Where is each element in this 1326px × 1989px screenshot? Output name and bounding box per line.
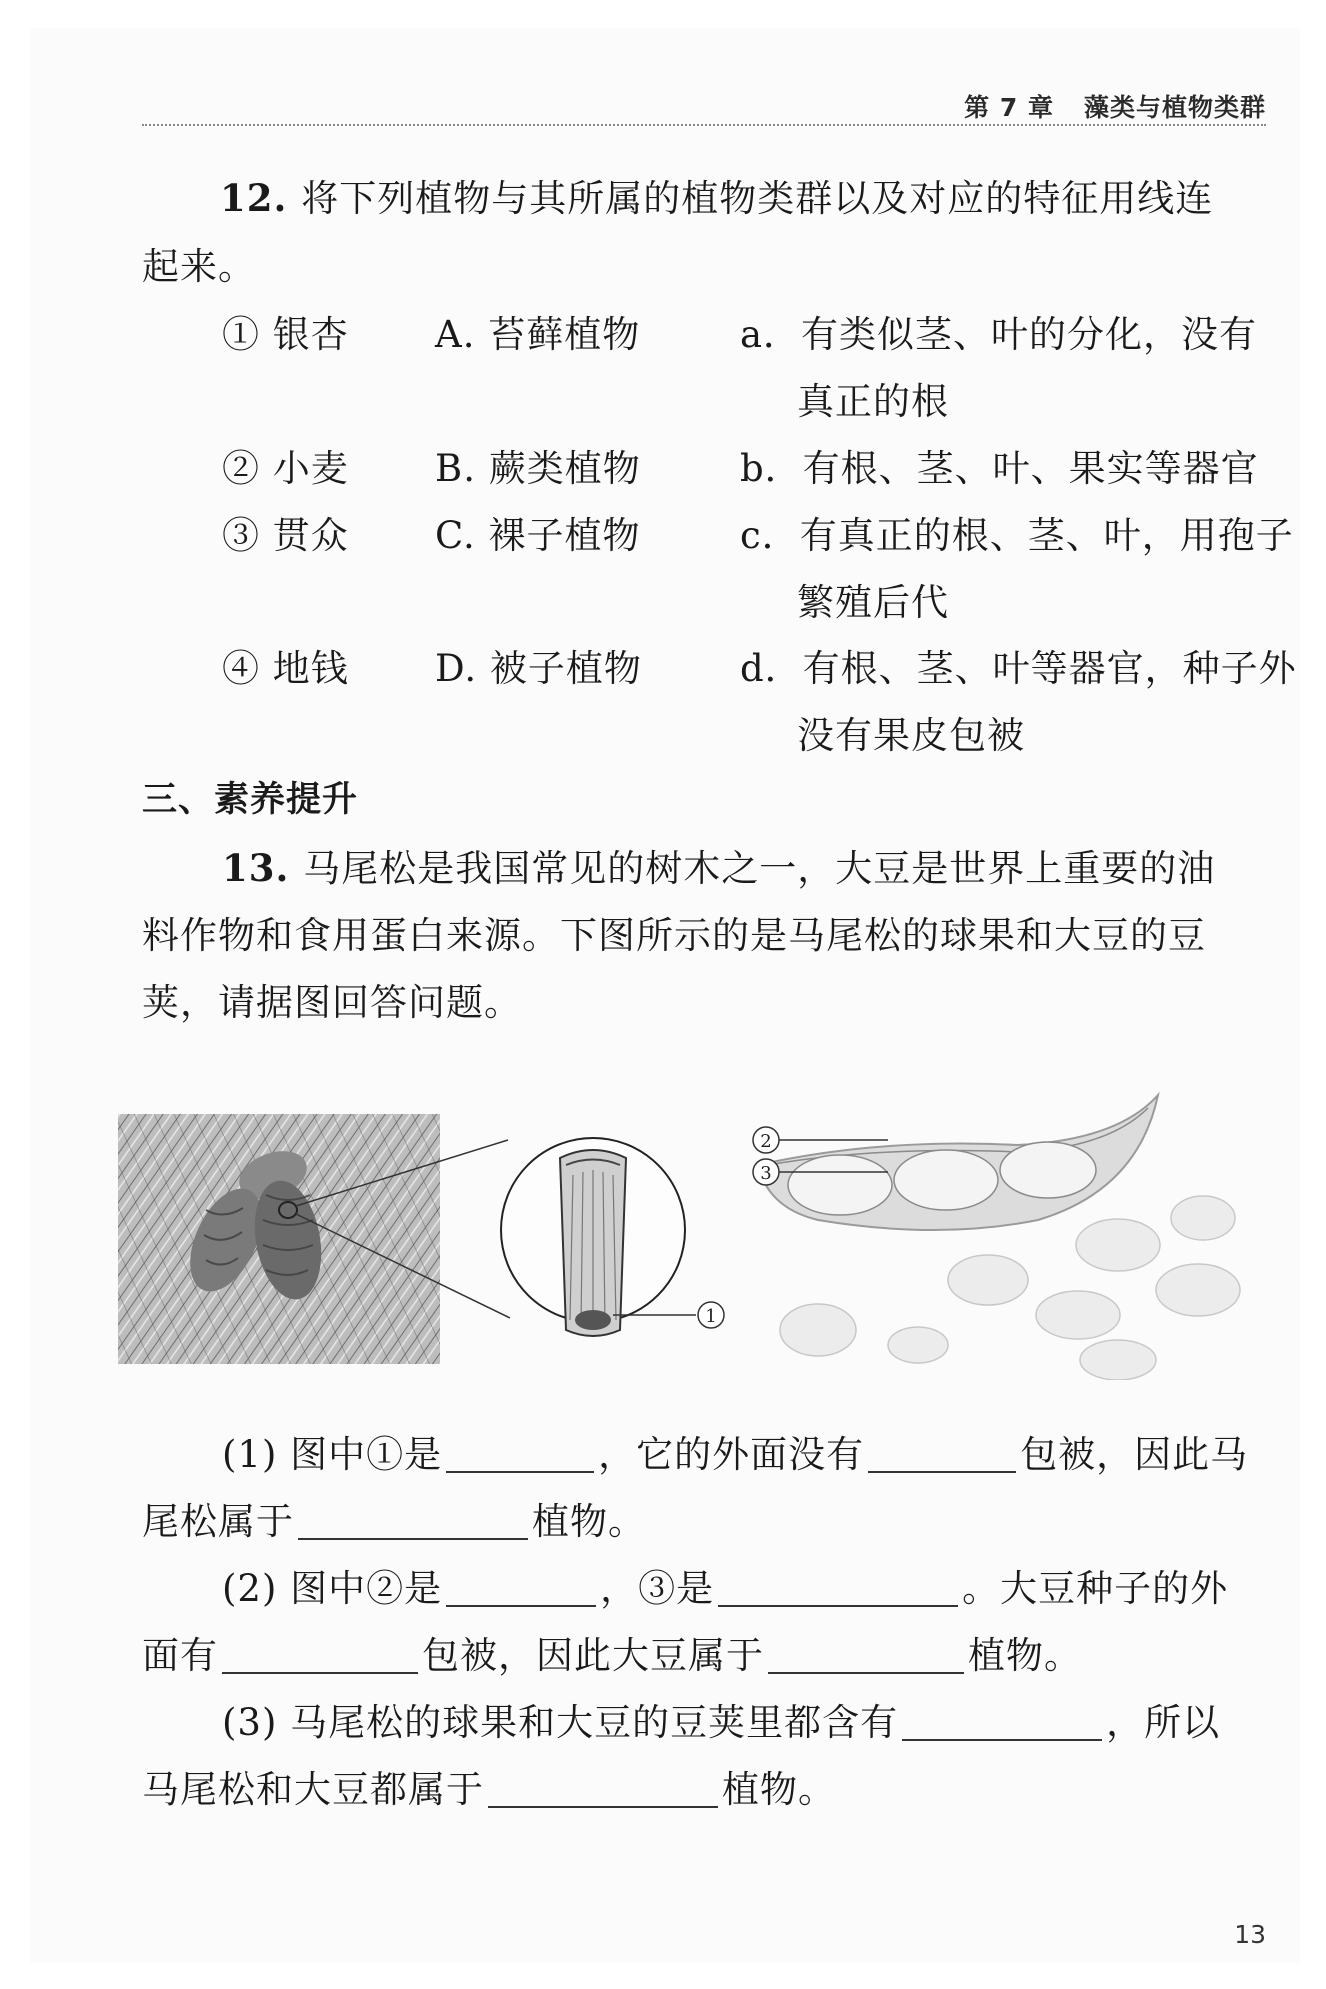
group-b: B. 蕨类植物	[435, 447, 641, 490]
plant-4: ④ 地钱	[222, 647, 349, 690]
sub1-line2	[142, 1500, 646, 1543]
blank-sub3-2[interactable]	[488, 1772, 718, 1808]
feature-c-line1: c．有真正的根、茎、叶，用孢子	[740, 514, 1294, 557]
q12-line2: 起来。	[142, 245, 256, 288]
chapter-title: 藻类与植物类群	[1083, 93, 1266, 122]
label-2: 2	[760, 1131, 772, 1152]
q12-text-1: 将下列植物与其所属的植物类群以及对应的特征用线连	[301, 177, 1214, 220]
sub3-line2	[142, 1768, 836, 1811]
figure-pine-cone-and-soybean-pod	[118, 1080, 1268, 1380]
blank-sub3-1[interactable]	[902, 1705, 1102, 1741]
q13-line1	[222, 846, 1216, 890]
page-number: 13	[1234, 1920, 1266, 1949]
blank-sub2-1[interactable]	[446, 1571, 596, 1607]
sub2-text-d: 面有	[142, 1634, 218, 1677]
q13-line3: 荚，请据图回答问题。	[142, 981, 522, 1024]
blank-sub2-3[interactable]	[222, 1638, 418, 1674]
pine-photo	[118, 1114, 440, 1364]
feature-a-line2: 真正的根	[797, 380, 949, 423]
feature-b-line1: b．有根、茎、叶、果实等器官	[740, 447, 1259, 490]
header-divider	[142, 124, 1266, 126]
sub3-text-b: ，所以	[1106, 1701, 1221, 1744]
blank-sub2-2[interactable]	[718, 1571, 958, 1607]
group-c: C. 裸子植物	[435, 514, 641, 557]
group-a: A. 苔藓植物	[435, 313, 641, 356]
sub1-text-a: (1) 图中①是	[222, 1433, 443, 1476]
feature-c-line2: 繁殖后代	[797, 581, 949, 624]
blank-sub1-1[interactable]	[446, 1437, 594, 1473]
sub2-text-b: ，③是	[600, 1567, 715, 1610]
feature-d-line1: d．有根、茎、叶等器官，种子外	[740, 647, 1297, 690]
q12-line1	[220, 176, 1214, 220]
feature-a-line1: a．有类似茎、叶的分化，没有	[740, 313, 1258, 356]
soybean-pod	[758, 1095, 1158, 1230]
plant-2: ② 小麦	[222, 447, 349, 490]
group-d: D. 被子植物	[435, 647, 642, 690]
label-1: 1	[705, 1306, 717, 1327]
feature-d-line2: 没有果皮包被	[797, 714, 1025, 757]
sub2-text-e: 包被，因此大豆属于	[422, 1634, 764, 1677]
label-3: 3	[760, 1163, 772, 1184]
sub3-text-a: (3) 马尾松的球果和大豆的豆荚里都含有	[222, 1701, 899, 1744]
q13-line2: 料作物和食用蛋白来源。下图所示的是马尾松的球果和大豆的豆	[142, 914, 1206, 957]
sub2-text-a: (2) 图中②是	[222, 1567, 443, 1610]
sub1-text-e: 植物。	[532, 1500, 646, 1543]
sub1-text-c: 包被，因此马	[1020, 1433, 1249, 1476]
section-heading: 三、素养提升	[142, 780, 359, 820]
plant-1: ① 银杏	[222, 313, 349, 356]
sub3-line1	[222, 1701, 1221, 1744]
sub2-line2	[142, 1634, 1082, 1677]
magnified-seed	[501, 1138, 685, 1336]
sub1-text-b: ，它的外面没有	[598, 1433, 865, 1476]
q13-text-1: 马尾松是我国常见的树木之一，大豆是世界上重要的油	[303, 847, 1216, 890]
plant-3: ③ 贯众	[222, 514, 349, 557]
sub2-text-c: 。大豆种子的外	[962, 1567, 1229, 1610]
q13-number: 13.	[222, 846, 304, 890]
blank-sub1-3[interactable]	[298, 1504, 528, 1540]
sub2-line1	[222, 1567, 1229, 1610]
blank-sub1-2[interactable]	[868, 1437, 1016, 1473]
q12-number: 12.	[220, 176, 302, 220]
sub1-text-d: 尾松属于	[142, 1500, 294, 1543]
chapter-label: 第 7 章	[964, 93, 1054, 122]
sub1-line1	[222, 1433, 1249, 1476]
sub2-text-f: 植物。	[968, 1634, 1082, 1677]
running-header	[964, 88, 1266, 124]
sub3-text-d: 植物。	[722, 1768, 836, 1811]
blank-sub2-4[interactable]	[768, 1638, 964, 1674]
sub3-text-c: 马尾松和大豆都属于	[142, 1768, 484, 1811]
